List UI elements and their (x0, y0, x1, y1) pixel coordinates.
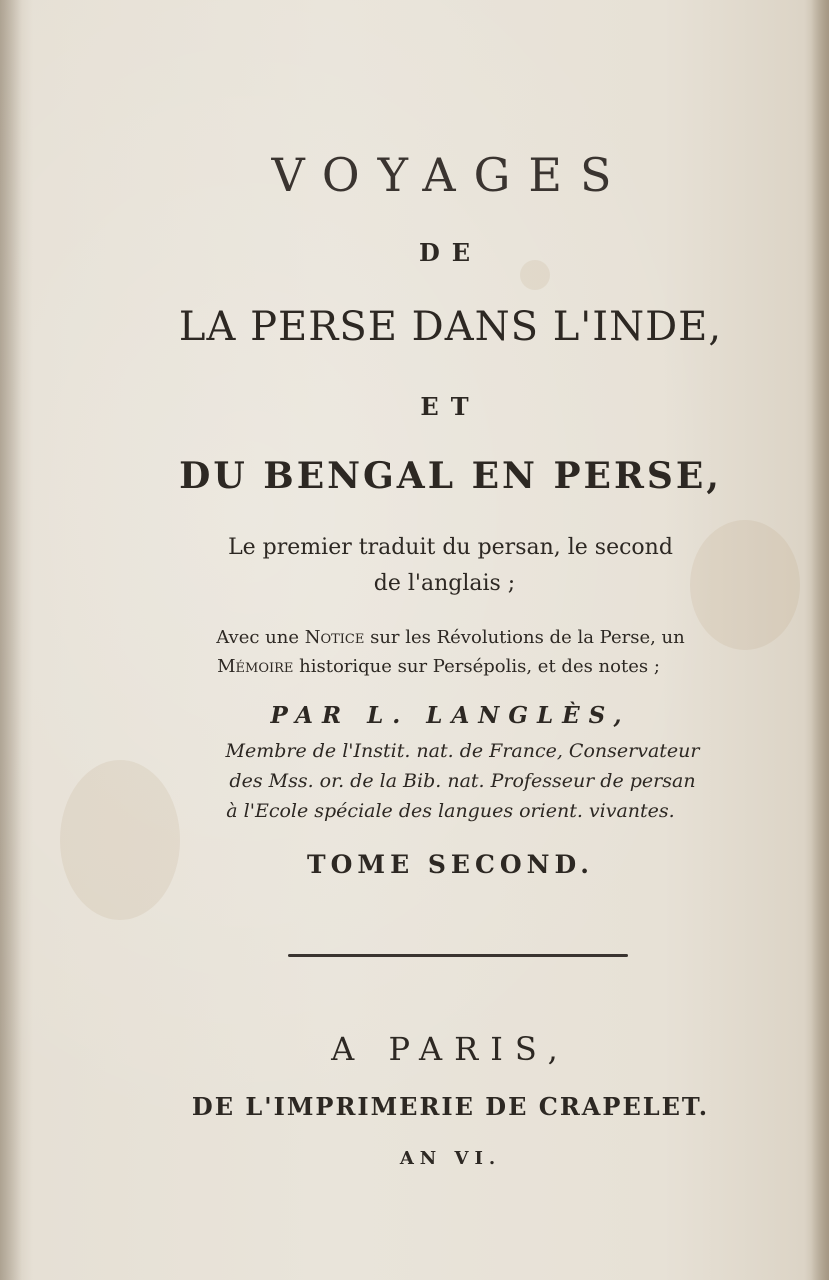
title-de: DE (418, 238, 483, 267)
volume-label: TOME SECOND. (307, 850, 594, 879)
title-et: ET (420, 392, 481, 421)
imprint-year: AN VI. (399, 1148, 502, 1169)
author-title-line-1: Membre de l'Instit. nat. de France, Conservateur (225, 740, 700, 762)
route-one: LA PERSE DANS L'INDE, (178, 304, 723, 350)
author-title-line-3: à l'Ecole spéciale des langues orient. vivantes. (226, 800, 675, 822)
memoire-word: Mémoire (217, 656, 294, 677)
divider-rule (288, 954, 628, 957)
subtitle-line-1: Le premier traduit du persan, le second (228, 535, 673, 560)
route-two: DU BENGAL EN PERSE, (179, 455, 722, 497)
subtitle-line-2: de l'anglais ; (373, 571, 516, 596)
additions-text: sur les Révolutions de la Perse, un (364, 627, 685, 648)
additions-text: historique sur Persépolis, et des notes ; (293, 656, 660, 677)
imprint-printer: DE L'IMPRIMERIE DE CRAPELET. (191, 1092, 710, 1121)
author-title-line-2: des Mss. or. de la Bib. nat. Professeur de persan (229, 770, 696, 792)
notice-word: Notice (304, 627, 365, 648)
imprint-city: A PARIS, (331, 1030, 570, 1068)
book-title: VOYAGES (271, 148, 630, 202)
author-name: PAR L. LANGLÈS, (270, 702, 631, 729)
additions-text: Avec une (216, 627, 305, 648)
additions-line-2 (0, 656, 829, 677)
additions-line-1 (0, 627, 829, 648)
